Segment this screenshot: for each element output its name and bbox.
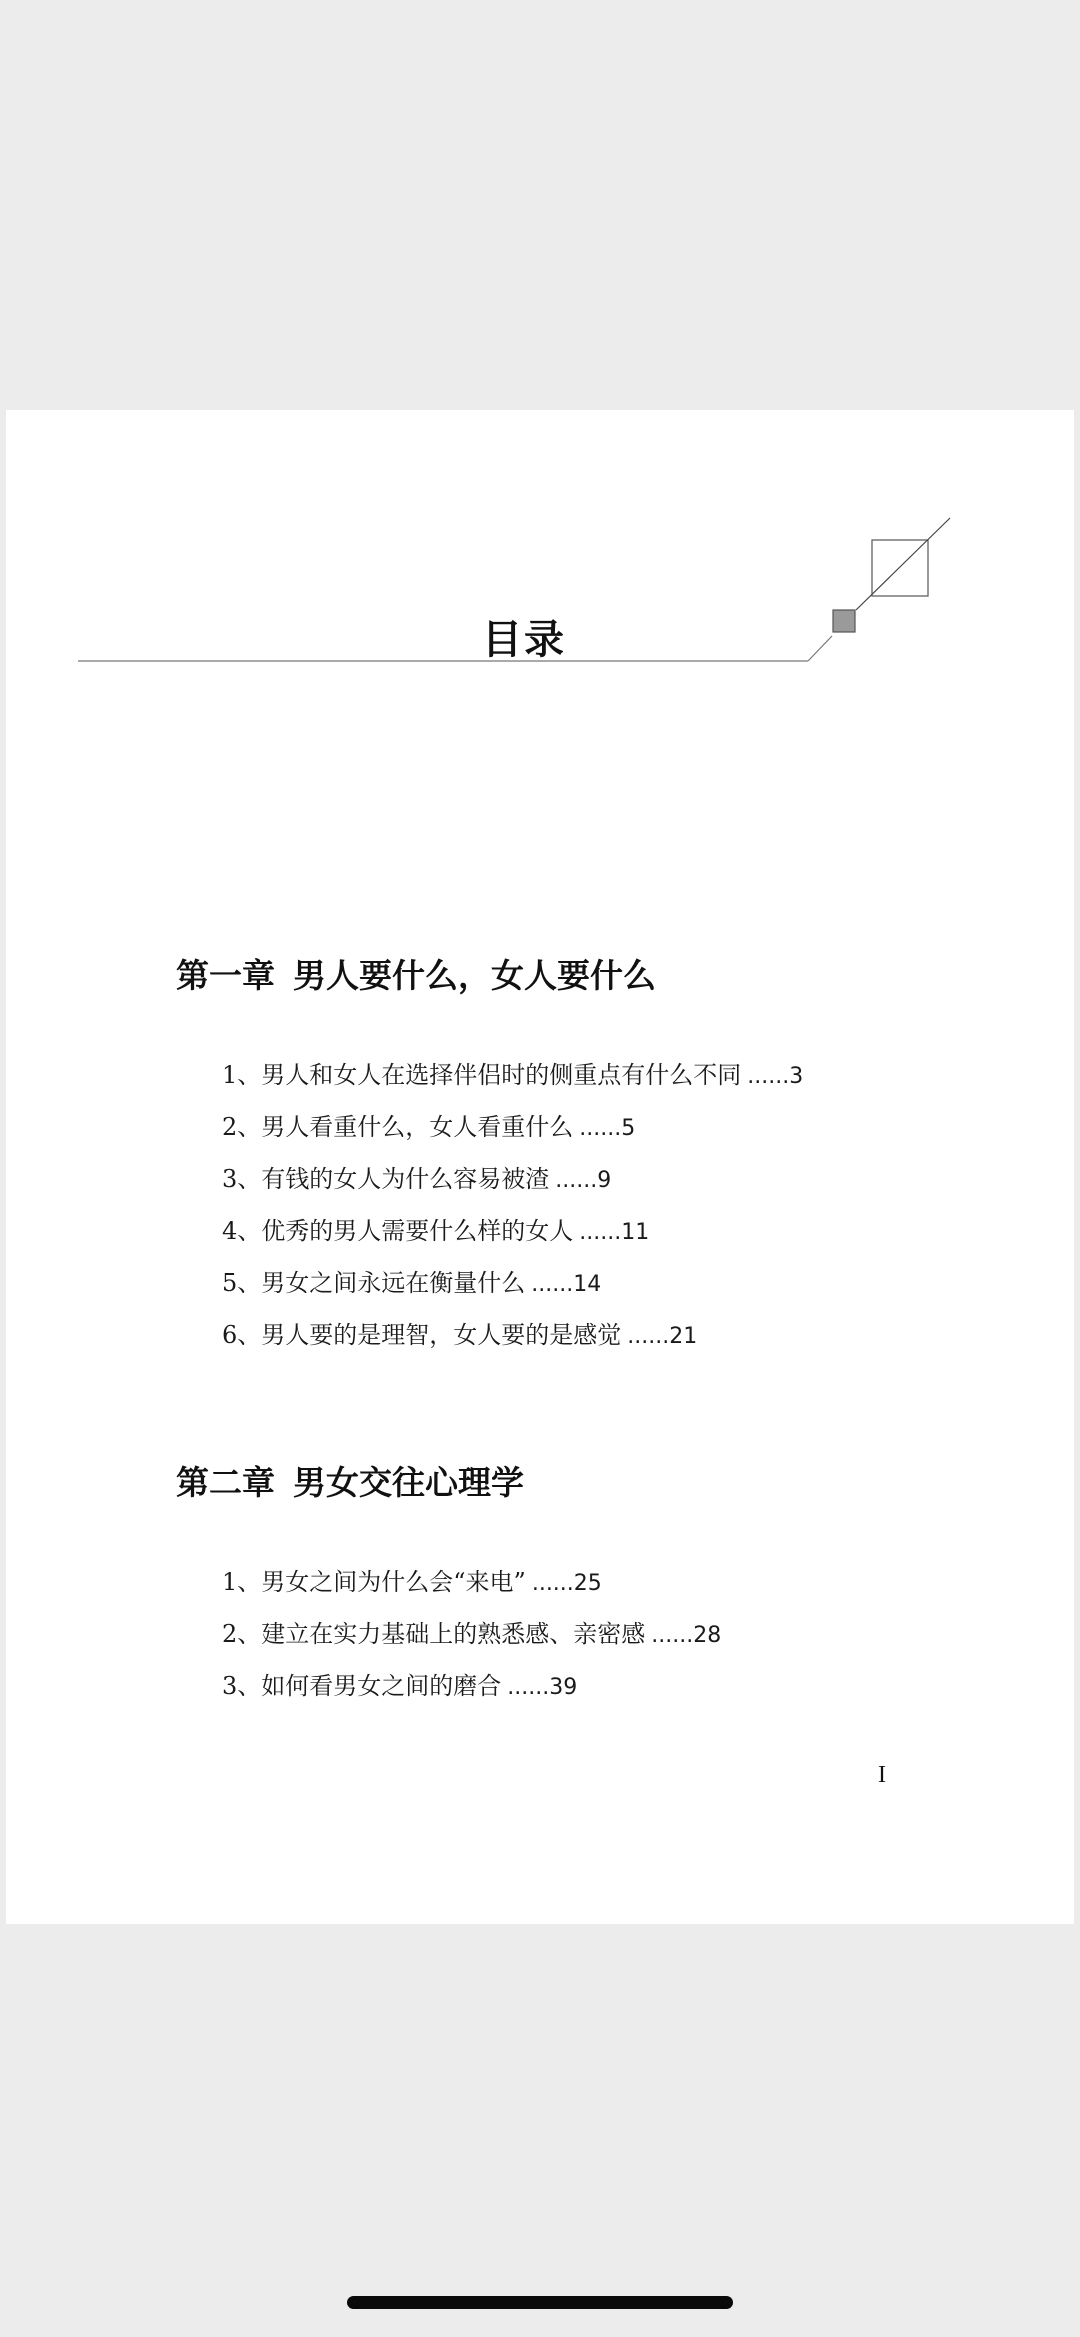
entry-text: 男人看重什么，女人看重什么 [261,1113,574,1141]
toc-entry[interactable] [222,1263,601,1298]
entry-page: 9 [597,1168,612,1193]
entry-leader: ...... [531,1272,574,1297]
toc-entry[interactable] [222,1562,602,1597]
toc-entry[interactable] [222,1055,803,1090]
entry-number: 6、 [222,1321,262,1349]
entry-leader: ...... [579,1116,622,1141]
entry-page: 28 [693,1623,722,1648]
toc-entry[interactable] [222,1614,721,1649]
entry-number: 2、 [222,1113,262,1141]
toc-entry[interactable] [222,1315,697,1350]
toc-title: 目录 [482,616,566,663]
toc-entry[interactable] [222,1666,577,1701]
document-page [6,410,1074,1924]
entry-text: 建立在实力基础上的熟悉感、亲密感 [261,1620,646,1648]
toc-entry[interactable] [222,1107,635,1142]
entry-leader: ...... [579,1220,622,1245]
entry-number: 3、 [222,1165,262,1193]
entry-number: 3、 [222,1672,262,1700]
entry-number: 2、 [222,1620,262,1648]
chapter-heading[interactable] [176,950,656,997]
entry-leader: ...... [531,1571,574,1596]
entry-text: 男女之间为什么会“来电” [261,1568,526,1596]
entry-text: 男人和女人在选择伴侣时的侧重点有什么不同 [261,1061,742,1089]
entry-leader: ...... [651,1623,694,1648]
entry-page: 25 [573,1571,602,1596]
home-indicator[interactable] [347,2296,733,2309]
entry-number: 1、 [222,1568,262,1596]
entry-page: 21 [669,1324,698,1349]
chapter-title: 男人要什么，女人要什么 [293,956,656,995]
toc-entry[interactable] [222,1211,649,1246]
entry-page: 14 [573,1272,602,1297]
entry-text: 男女之间永远在衡量什么 [261,1269,526,1297]
entry-page: 39 [549,1675,578,1700]
chapter-number: 第一章 [176,956,275,995]
entry-text: 有钱的女人为什么容易被渣 [261,1165,550,1193]
entry-number: 4、 [222,1217,262,1245]
header-decoration [6,410,1074,710]
entry-leader: ...... [747,1064,790,1089]
entry-number: 5、 [222,1269,262,1297]
entry-number: 1、 [222,1061,262,1089]
entry-page: 5 [621,1116,636,1141]
entry-page: 3 [789,1064,804,1089]
entry-text: 优秀的男人需要什么样的女人 [261,1217,574,1245]
entry-text: 男人要的是理智，女人要的是感觉 [261,1321,622,1349]
toc-entry[interactable] [222,1159,611,1194]
entry-leader: ...... [507,1675,550,1700]
chapter-title: 男女交往心理学 [293,1463,524,1502]
entry-leader: ...... [627,1324,670,1349]
chapter-heading[interactable] [176,1457,524,1504]
chapter-number: 第二章 [176,1463,275,1502]
page-number: I [878,1762,886,1788]
entry-page: 11 [621,1220,650,1245]
entry-leader: ...... [555,1168,598,1193]
entry-text: 如何看男女之间的磨合 [261,1672,502,1700]
